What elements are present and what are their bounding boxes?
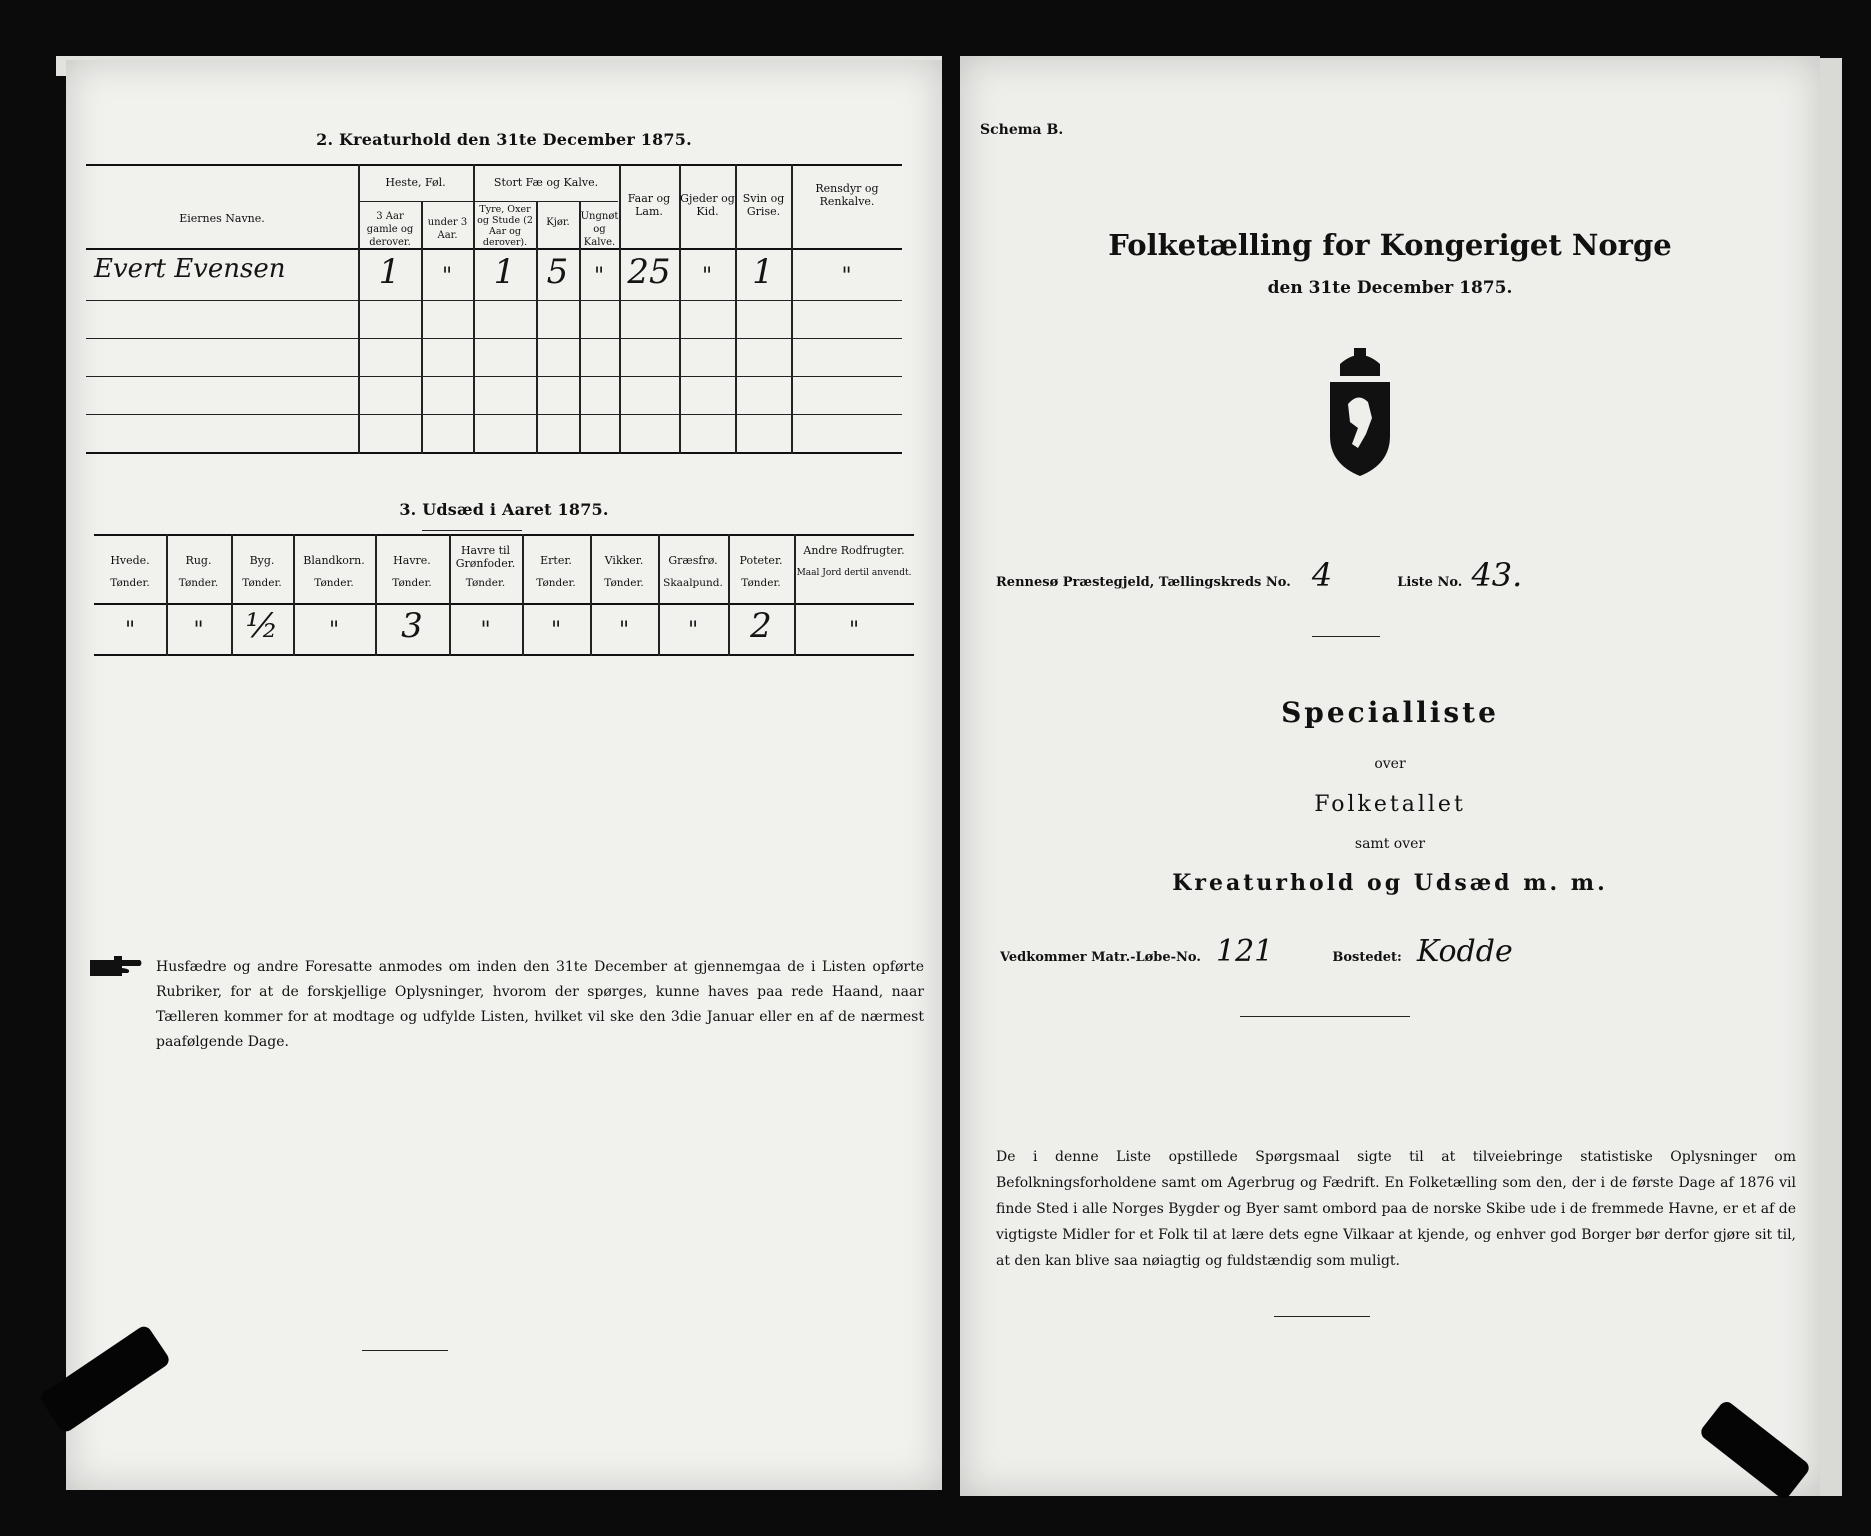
footer-rule: [1274, 1316, 1370, 1317]
samt-over-label: samt over: [1354, 836, 1426, 852]
owner-name: Evert Evensen: [94, 254, 286, 284]
table3-column-unit: Tønder.: [314, 577, 354, 589]
section2-title: 2. Kreaturhold den 31te December 1875.: [316, 130, 692, 149]
header-stort-a: Tyre, Oxer og Stude (2 Aar og derover).: [477, 204, 533, 248]
pointing-hand-icon: [88, 954, 144, 980]
table3-column-name: Blandkorn.: [303, 554, 365, 567]
separator-dash: [1312, 636, 1380, 637]
liste-label: Liste No.: [1397, 575, 1463, 590]
table3-column-unit: Maal Jord dertil anvendt.: [796, 568, 912, 578]
table3-cell-value: ": [687, 618, 699, 643]
header-rensdyr: Rensdyr og Renkalve.: [815, 182, 879, 208]
parish-line: [996, 556, 1796, 594]
parish-label: Rennesø Præstegjeld, Tællingskreds No.: [996, 575, 1291, 590]
bosted-value: Kodde: [1416, 934, 1513, 969]
table3-column-unit: Tønder.: [536, 577, 576, 589]
table3-cell-value: ": [480, 618, 491, 643]
matr-number: 121: [1216, 934, 1274, 969]
table3-column-name: Græsfrø.: [668, 554, 718, 567]
table3-column-name: Rug.: [185, 554, 212, 567]
table3-column-unit: Tønder.: [392, 577, 432, 589]
table3-column-name: Havre til Grønfoder.: [455, 544, 516, 570]
cell-value: 5: [546, 252, 569, 292]
table2-col-divider: [536, 201, 538, 454]
table2-row-rule: [86, 338, 902, 339]
table3-cell-value: ": [124, 618, 136, 643]
kreds-number: 4: [1311, 556, 1333, 594]
table3-cell-value: ": [193, 618, 204, 643]
table3-column-unit: Tønder.: [604, 577, 644, 589]
table3-column-name: Havre.: [393, 554, 431, 567]
folketallet-title: Folketallet: [1314, 792, 1466, 817]
table3-column-unit: Tønder.: [465, 577, 506, 589]
header-gjeder: Gjeder og Kid.: [680, 192, 735, 218]
table3-column-unit: Tønder.: [178, 577, 219, 589]
cell-value: ": [841, 264, 852, 289]
footer-dash: [362, 1350, 448, 1351]
table3-column-name: Erter.: [540, 554, 572, 567]
cell-value: 25: [627, 252, 671, 292]
header-stort-b: Kjør.: [546, 217, 570, 228]
left-page: [66, 60, 942, 1490]
header-heste-b: under 3 Aar.: [427, 217, 468, 241]
table3-column-name: Hvede.: [110, 554, 150, 567]
table3-bottom-rule: [94, 654, 914, 656]
schema-label: Schema B.: [980, 122, 1064, 138]
table3-cell-value: ": [848, 618, 860, 643]
kreaturhold-title: Kreaturhold og Udsæd m. m.: [1172, 870, 1608, 896]
table3-column-name: Vikker.: [604, 554, 644, 567]
table2-bottom-rule: [86, 452, 902, 454]
table3-column-unit: Skaalpund.: [663, 577, 723, 589]
header-svin: Svin og Grise.: [742, 192, 785, 218]
header-owner: Eiernes Navne.: [179, 212, 265, 225]
notice-text: Husfædre og andre Foresatte anmodes om inden den 31te December at gjennemgaa de i Listen opførte Rubriker, for at de forskjellige Oplysninger, hvorom der spørges, kunne haves paa rede Haand, naar Tælleren kommer for at modtage og udfylde Listen, hvilket vil ske den 3die Januar eller en af de nærmest paafølgende Dage.: [156, 959, 924, 1050]
header-faar: Faar og Lam.: [627, 192, 671, 218]
table3-column-name: Andre Rodfrugter.: [803, 544, 905, 557]
cell-value: ": [593, 264, 605, 289]
table3-column-unit: Tønder.: [242, 577, 282, 589]
matr-line: [1000, 934, 1760, 969]
header-heste: Heste, Føl.: [385, 176, 446, 189]
table3-cell-value: 2: [750, 606, 772, 646]
table3-header-rule: [94, 603, 914, 605]
table3-column-unit: Tønder.: [110, 577, 150, 589]
explanation-paragraph: De i denne Liste opstillede Spørgsmaal sigte til at tilveiebringe statistiske Oplysninger om Befolkningsforholdene samt om Agerbrug og Fædrift. En Folketælling som den, der i de første Dage af 1876 vil finde Sted i alle Norges Bygder og Byer samt ombord paa de norske Skibe ude i de fremmede Havne, er et af de vigtigste Midler for et Folk til at lære dets egne Vilkaar at kjende, og enhver god Borger bør derfor gjøre sit til, at den kan blive saa nøiagtig og fuldstændig som muligt.: [996, 1149, 1796, 1269]
cell-value: 1: [752, 252, 774, 292]
table3-column-name: Poteter.: [739, 554, 783, 567]
table2-row-rule: [86, 376, 902, 377]
table3-top-rule: [94, 534, 914, 536]
matr-label: Vedkommer Matr.-Løbe-No.: [1000, 950, 1201, 965]
table2-col-divider: [358, 164, 360, 454]
separator-rule: [1240, 1016, 1410, 1017]
specialliste-title: Specialliste: [1281, 696, 1499, 729]
table3-column-name: Byg.: [249, 554, 275, 567]
coat-of-arms-icon: [1310, 344, 1410, 484]
cell-value: 1: [493, 252, 516, 292]
separator-dash: [422, 530, 522, 531]
cell-value: ": [441, 264, 453, 289]
table3-column-unit: Tønder.: [741, 577, 781, 589]
census-date: den 31te December 1875.: [1267, 278, 1513, 298]
header-stort-c: Ungnøt og Kalve.: [580, 211, 619, 248]
liste-number: 43.: [1471, 556, 1523, 594]
header-heste-a: 3 Aar gamle og derover.: [366, 211, 414, 248]
table2-header-rule: [86, 248, 902, 250]
table3-cell-value: ": [550, 618, 562, 643]
table2-row-rule: [86, 300, 902, 301]
table2-row-rule: [86, 414, 902, 415]
cell-value: ": [701, 264, 713, 289]
table3-cell-value: 3: [401, 606, 423, 646]
cell-value: 1: [378, 252, 401, 292]
table2-top-rule: [86, 164, 902, 166]
table3-cell-value: ½: [245, 606, 279, 646]
over-label: over: [1374, 756, 1406, 772]
table3-cell-value: ": [328, 618, 340, 643]
census-title: Folketælling for Kongeriget Norge: [1108, 228, 1672, 262]
bosted-label: Bostedet:: [1332, 950, 1402, 965]
table3-cell-value: ": [618, 618, 630, 643]
header-stort: Stort Fæ og Kalve.: [493, 176, 599, 189]
section3-title: 3. Udsæd i Aaret 1875.: [399, 500, 609, 519]
right-page: [960, 56, 1820, 1496]
